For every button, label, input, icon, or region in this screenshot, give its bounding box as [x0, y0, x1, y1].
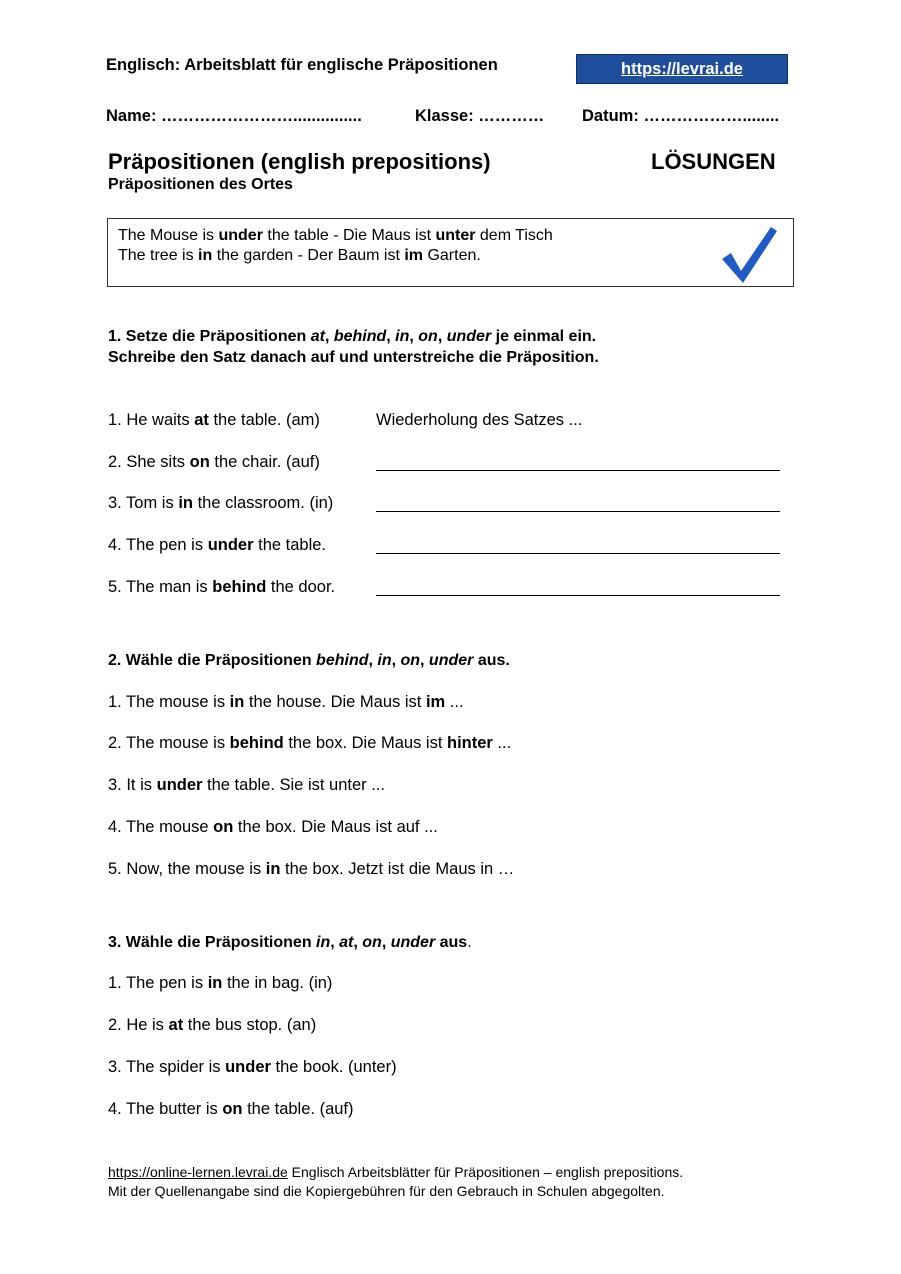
- example-line-1: The Mouse is under the table - Die Maus ist unter dem Tisch: [118, 227, 553, 244]
- name-dots: ……………………...............: [161, 107, 362, 125]
- footer-link[interactable]: https://online-lernen.levrai.de: [108, 1164, 288, 1180]
- section2-item-5: 5. Now, the mouse is in the box. Jetzt ist die Maus in …: [108, 860, 515, 878]
- section3-item-2: 2. He is at the bus stop. (an): [108, 1016, 317, 1034]
- footer-line-1: https://online-lernen.levrai.de Englisch Arbeitsblätter für Präpositionen – english prepositions.: [108, 1164, 684, 1180]
- section1-item-5: 5. The man is behind the door.: [108, 578, 336, 596]
- section1-instruction-2: Schreibe den Satz danach auf und unterstreiche die Präposition.: [108, 349, 599, 366]
- section3-heading: 3. Wähle die Präpositionen in, at, on, under aus.: [108, 934, 472, 951]
- worksheet-header-title: Englisch: Arbeitsblatt für englische Präpositionen: [106, 56, 498, 74]
- klasse-field: [415, 107, 544, 126]
- section1-instruction-1: 1. Setze die Präpositionen at, behind, in, on, under je einmal ein.: [108, 328, 597, 345]
- answer-line[interactable]: [376, 470, 780, 471]
- checkmark-icon: [719, 223, 779, 285]
- example-line-2: The tree is in the garden - Der Baum ist im Garten.: [118, 247, 481, 264]
- example-box: [107, 218, 794, 287]
- answer-line[interactable]: [376, 595, 780, 596]
- section2-heading: 2. Wähle die Präpositionen behind, in, on, under aus.: [108, 652, 510, 669]
- section1-item-1: 1. He waits at the table. (am): [108, 411, 320, 429]
- section1-item-4: 4. The pen is under the table.: [108, 536, 327, 554]
- page-subtitle: Präpositionen des Ortes: [108, 176, 293, 193]
- solutions-label: LÖSUNGEN: [651, 149, 776, 174]
- section3-item-1: 1. The pen is in the in bag. (in): [108, 974, 333, 992]
- datum-field: [582, 107, 779, 126]
- section2-item-3: 3. It is under the table. Sie ist unter ...: [108, 776, 385, 794]
- section2-item-1: 1. The mouse is in the house. Die Maus ist im ...: [108, 693, 464, 711]
- datum-dots: ………………........: [643, 107, 780, 125]
- section2-item-2: 2. The mouse is behind the box. Die Maus ist hinter ...: [108, 734, 512, 752]
- section3-item-3: 3. The spider is under the book. (unter): [108, 1058, 397, 1076]
- klasse-dots: …………: [478, 107, 545, 125]
- section3-item-4: 4. The butter is on the table. (auf): [108, 1100, 354, 1118]
- page-title: Präpositionen (english prepositions): [108, 149, 491, 174]
- site-link-badge[interactable]: [576, 54, 788, 84]
- klasse-label: Klasse:: [415, 107, 474, 125]
- section2-item-4: 4. The mouse on the box. Die Maus ist auf ...: [108, 818, 438, 836]
- name-label: Name:: [106, 107, 157, 125]
- section1-item-2: 2. She sits on the chair. (auf): [108, 453, 320, 471]
- name-field: [106, 107, 362, 126]
- answer-line[interactable]: [376, 511, 780, 512]
- site-link[interactable]: https://levrai.de: [621, 59, 743, 78]
- footer-line-2: Mit der Quellenangabe sind die Kopiergebühren für den Gebrauch in Schulen abgegolten.: [108, 1183, 665, 1199]
- section1-item-3: 3. Tom is in the classroom. (in): [108, 494, 334, 512]
- datum-label: Datum:: [582, 107, 639, 125]
- repeat-hint: Wiederholung des Satzes ...: [376, 411, 583, 429]
- answer-line[interactable]: [376, 553, 780, 554]
